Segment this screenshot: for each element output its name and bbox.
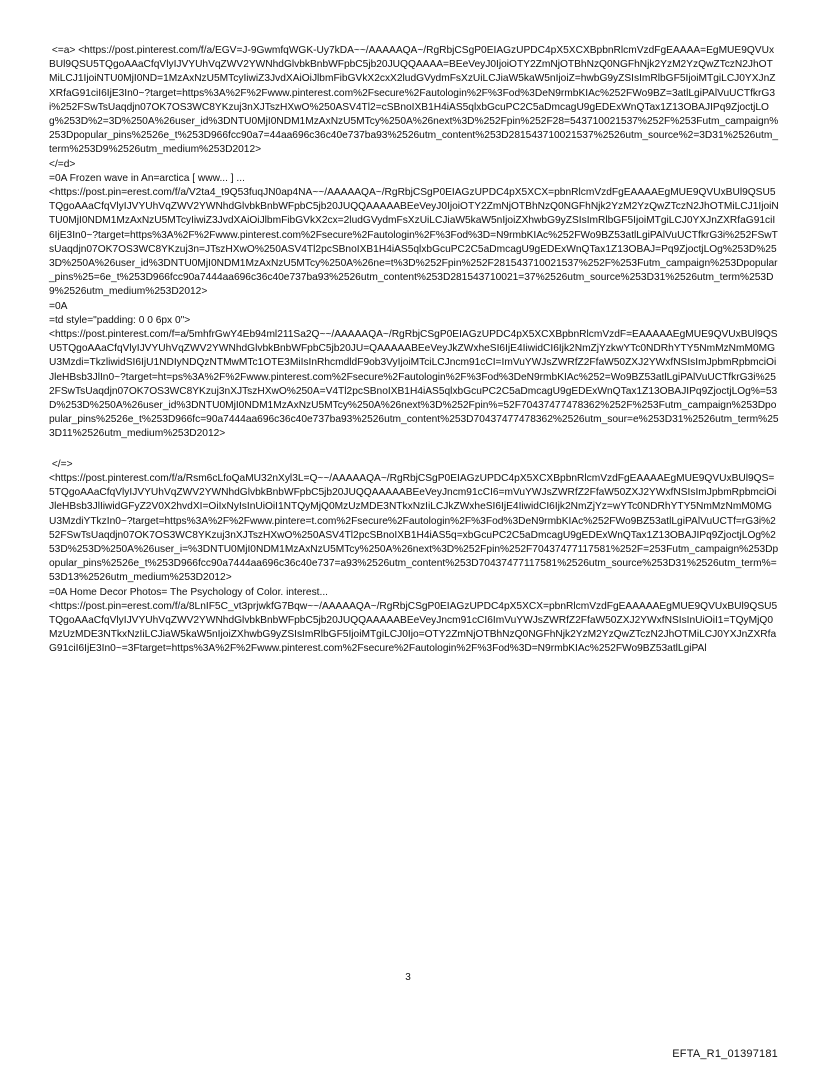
text-line-10: <https://post.pinterest.com/f/a/Rsm6cLfoQaMU32nXyl3L=Q~~/AAAAAQA~/RgRbjCSgP0EIAGzUPDC4pX5XCXBpbnRlcmVzdFgEAAAAEgMUE9QVUxBUl9QS=5TQgoAAaCfqVlyIJVYUhVqZWV2YWNhdGlvbkBnbWFpbC5jb20JUQQAAAAABEeVeyJncm91cCI6=mVuYWJsZWRfZ2FfaW50ZXJ2YWxfNSIsImJpbmRpbmciOiJleHBsb3JlIiwidGFyZ2V0X2hvdXI=OiIxNyIsInUiOiI1NTQyMjQ0MzUzMDE3NTkxNzIiLCJkZWxheSI6IjE4IiwidCI6Ijk2NmZjYz=wYTc0NDRhYTY5NmMzNmM0MGU3MzdiYTkzIn0~?target=https%3A%2F%2Fwww.pintere=t.com%2Fsecure%2Fautologin%2F%3Fod%3DeN9rmbKIAc%252FWo9BZ53atlLgiPAlVuUCTf=rG3i%252FSwTsUaqdjn07OK7OS3WC8YKzuj3nXJTszHXwO%250ASV4Tl2pcSBnoIXB1H4iAS5q=xbGcuPC2C5aDmcagU9gEDExWnQTax1Z13OBAJIPq9ZjoctjLOg%253D%253D%250A%26user_i=%3DNTU0MjI0NDM1MzAxNzU5MTcy%250A%26next%3D%252Fpin%252F70437477117581%252F=253Futm_campaign%253Dpopular_pins%2526e_t%253D966fcc90a7444aa696c36c40e737=a93%2526utm_content%253D70437477117581%2526utm_source%253D31%2526utm_term%=53D13%2526utm_medium%253D2012>: [49, 472, 779, 584]
blank-line: [49, 442, 779, 458]
page-number: 3: [405, 972, 411, 983]
bates-number: EFTA_R1_01397181: [672, 1048, 778, 1060]
text-line-2: </=d>: [49, 158, 76, 170]
document-body: [49, 44, 779, 657]
text-line-9: </=>: [49, 458, 73, 470]
text-line-11: =0A Home Decor Photos= The Psychology of Color. interest...: [49, 586, 328, 598]
text-line-4: <https://post.pin=erest.com/f/a/V2ta4_t9Q53fuqJN0ap4NA~~/AAAAAQA~/RgRbjCSgP0EIAGzUPDC4pX5XCX=pbnRlcmVzdFgEAAAAEgMUE9QVUxBUl9QSU5TQgoAAaCfqVlyIJVYUhVqZWV2YWNhdGlvbkBnbWFpbC5jb20JUQQAAAAABEeVeyJ0IjoiOTY2ZmNjOTBhNzQ0NGFhNjk2YzM2YzQwZTczN2JhOTMiLCJ1IjoiNTU0MjI0NDM1MzAxNzU5MTcyIiwiZ3JvdXAiOiJlbmFibGVkX2cx=2ludGVydmFsXzUiLCJiaW5kaW5nIjoiZXhwbG9yZSIsImRlbGF5IjoiMTgiLCJ0YXJnZXRfaG91ciI6IjE3In0~?target=https%3A%2F%2Fwww.pinterest.com%2Fsecure%2Fautologin%2F%3Fod%3D=N9rmbKIAc%252FWo9BZ53atlLgiPAlVuUCTfkrG3i%252FSwTsUaqdjn07OK7OS3WC8YKzuj3n=JTszHXwO%250ASV4Tl2pcSBnoIXB1H4iAS5qlxbGcuPC2C5aDmcagU9gEDExWnQTax1Z13OBAJ=Pq9ZjoctjLOg%253D%253D%250A%26user_id%3DNTU0MjI0NDM1MzAxNzU5MTcy%250A%26ne=t%3D%252Fpin%252F281543710021537%252F%253Futm_campaign%253Dpopular_pins%25=6e_t%253D966fcc90a7444aa696c36c40e737ba93%2526utm_content%253D281543710021=37%2526utm_source%253D31%2526utm_term%253D9%2526utm_medium%253D2012>: [49, 187, 779, 298]
text-line-1: <=a> <https://post.pinterest.com/f/a/EGV=J-9GwmfqWGK-Uy7kDA~~/AAAAAQA~/RgRbjCSgP0EIAGzUPDC4pX5XCXBpbnRlcmVzdFgEAAAA=EgMUE9QVUxBUl9QSU5TQgoAAaCfqVlyIJVYUhVqZWV2YWNhdGlvbkBnbWFpbC5jb20JUQQAAAA=BEeVeyJ0IjoiOTY2ZmNjOTBhNzQ0NGFhNjk2YzM2YzQwZTczN2JhOTMiLCJ1IjoiNTU0MjI0ND=1MzAxNzU5MTcyIiwiZ3JvdXAiOiJlbmFibGVkX2cxX2ludGVydmFsXzUiLCJiaW5kaW5nIjoiZ=hwbG9yZSIsImRlbGF5IjoiMTgiLCJ0YXJnZXRfaG91ciI6IjE3In0~?target=https%3A%2F%2Fwww.pinterest.com%2Fsecure%2Fautologin%2F%3Fod%3DeN9rmbKIAc%252FWo9BZ=3atlLgiPAlVuUCTfkrG3i%252FSwTsUaqdjn07OK7OS3WC8YKzuj3nXJTszHXwO%250ASV4Tl2=cSBnoIXB1H4iAS5qlxbGcuPC2C5aDmcagU9gEDExWnQTax1Z13OBAJIPq9ZjoctjLOg%253D%2=3D%250A%26user_id%3DNTU0MjI0NDM1MzAxNzU5MTcy%250A%26next%3D%252Fpin%252F28=543710021537%252F%253Futm_campaign%253Dpopular_pins%2526e_t%253D966fcc90a7=44aa696c36c40e737ba93%2526utm_content%253D281543710021537%2526utm_source%2=3D31%2526utm_term%253D9%2526utm_medium%253D2012>: [49, 45, 779, 156]
text-line-6: =td style="padding: 0 0 6px 0">: [49, 314, 191, 326]
text-line-5: =0A: [49, 300, 68, 312]
text-line-12: <https://post.pin=erest.com/f/a/8LnIF5C_vt3prjwkfG7Bqw~~/AAAAAQA~/RgRbjCSgP0EIAGzUPDC4pX5XCX=pbnRlcmVzdFgEAAAAAEgMUE9QVUxBUl9QSU5TQgoAAaCfqVlyIJVYUhVqZWV2YWNhdGlvbkBnbWFpbC5jb20JUQQAAAAABEeVeyJncm91cCI6ImVuYWJsZWRfZ2FfaW50ZXJ2YWxfNSIsInUiOiI1=TQyMjQ0MzUzMDE3NTkxNzIiLCJiaW5kaW5nIjoiZXhwbG9yZSIsImRlbGF5IjoiMTgiLCJ0Ijo=OTY2ZmNjOTBhNzQ0NGFhNjk2YzM2YzQwZTczN2JhOTMiLCJ0YXJnZXRfaG91ciI6IjE3In0~=3Ftarget=https%3A%2F%2Fwww.pinterest.com%2Fsecure%2Fautologin%2F%3Fod%3D=N9rmbKIAc%252FWo9BZ53atlLgiPAl: [49, 600, 778, 655]
text-line-3: =0A Frozen wave in An=arctica [ www... ] ...: [49, 172, 245, 184]
text-line-7: <https://post.pinterest.com/f=a/5mhfrGwY4Eb94ml211Sa2Q~~/AAAAAQA~/RgRbjCSgP0EIAGzUPDC4pX5XCXBpbnRlcmVzdF=EAAAAAEgMUE9QVUxBUl9QSU5TQgoAAaCfqVlyIJVYUhVqZWV2YWNhdGlvbkBnbWFpbC5jb20JU=QAAAAABEeVeyJkZWxheSI6IjE4IiwidCI6Ijk2NmZjYzkwYTc0NDRhYTY5NmMzNmM0MGU3Mzdi=TkzliwidSI6IjU1NDIyNDQzNTMwMTc1OTE3MiIsInRhcmdldF9ob3VyIjoiMTciLCJncm91cCI=ImVuYWJsZWRfZ2FfaW50ZXJ2YWxfNSIsImJpbmRpbmciOiJleHBsb3JlIn0~?target=ht=ps%3A%2F%2Fwww.pinterest.com%2Fsecure%2Fautologin%2F%3Fod%3DeN9rmbKIAc%252=Wo9BZ53atlLgiPAlVuUCTfkrG3i%252FSwTsUaqdjn07OK7OS3WC8YKzuj3nXJTszHXwO%250A=V4Tl2pcSBnoIXB1H4iAS5qlxbGcuPC2C5aDmcagU9gEDExWnQTax1Z13OBAJIPq9ZjoctjLOg%=53D%253D%250A%26user_id%3DNTU0MjI0NDM1MzAxNzU5MTcy%250A%26next%3D%252Fpin%=52F70437477478362%252F%253Futm_campaign%253Dpopular_pins%2526e_t%253D966fc=90a7444aa696c36c40e737ba93%2526utm_content%253D70437477478362%2526utm_sour=e%253D31%2526utm_term%253D11%2526utm_medium%253D2012>: [49, 329, 779, 440]
